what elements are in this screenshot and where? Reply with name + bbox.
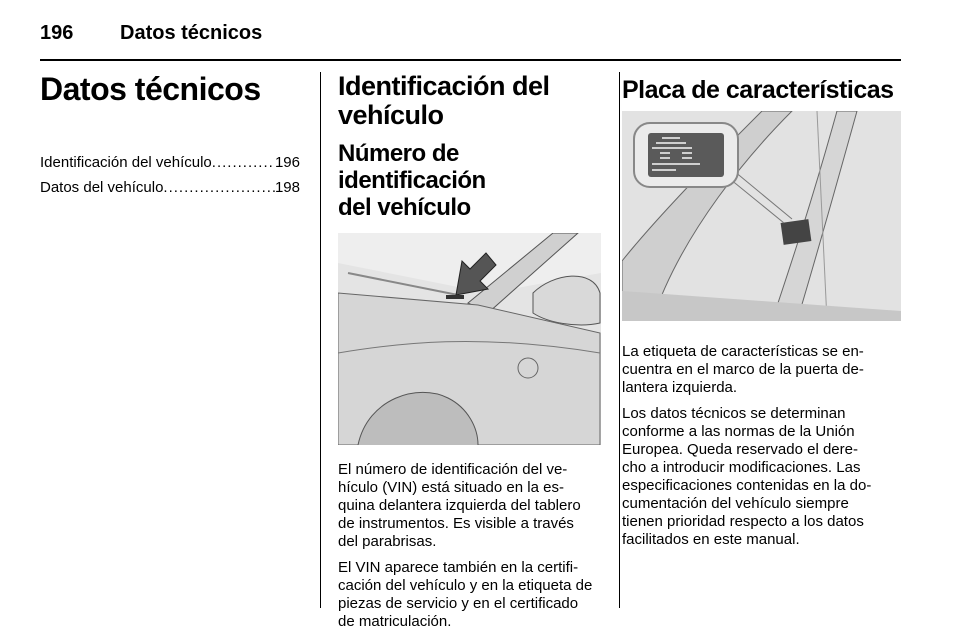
section-title-line: Identificación del	[338, 71, 550, 101]
table-of-contents	[40, 150, 300, 200]
toc-entry-label: Datos del vehículo	[40, 179, 164, 196]
toc-entry[interactable]	[40, 150, 300, 175]
middle-column	[338, 72, 603, 631]
page-number: 196	[40, 22, 74, 44]
plate-text	[622, 343, 902, 549]
paragraph: La etiqueta de características se en- cuentra en el marco de la puerta de- lantera izquierda.	[622, 343, 864, 396]
vin-text	[338, 461, 603, 631]
paragraph: El VIN aparece también en la certifi- cación del vehículo y en la etiqueta de piezas de servicio y en el certificado de matriculación.	[338, 559, 593, 630]
subsection-title	[338, 140, 603, 221]
chapter-title: Datos técnicos	[40, 71, 261, 107]
column-divider-left	[320, 72, 321, 608]
toc-entry-page: 196	[274, 154, 300, 171]
left-column	[40, 72, 300, 200]
page-header	[40, 16, 900, 50]
toc-leader	[212, 150, 275, 175]
identification-plate-illustration	[622, 111, 901, 321]
header-title: Datos técnicos	[120, 22, 263, 44]
right-column	[622, 72, 902, 549]
toc-entry-page: 198	[274, 179, 300, 196]
section-title	[338, 72, 603, 130]
header-rule	[40, 59, 901, 61]
toc-entry[interactable]	[40, 175, 300, 200]
paragraph: El número de identificación del ve- hículo (VIN) está situado en la es- quina delantera izquierda del tablero de instrumentos. Es visible a través del parabrisas.	[338, 461, 581, 550]
section-title-line: vehículo	[338, 100, 444, 130]
column-divider-right	[619, 72, 620, 608]
subsection-title-line: Número de identificación	[338, 140, 486, 194]
toc-entry-label: Identificación del vehículo	[40, 154, 212, 171]
paragraph: Los datos técnicos se determinan conforme a las normas de la Unión Europea. Queda reservado el dere- cho a introducir modificaciones. Las especificaciones contenidas en la do- cumentación del vehículo siempre tienen prioridad respecto a los datos facilitados en este manual.	[622, 405, 872, 548]
section-title: Placa de características	[622, 76, 894, 104]
subsection-title-line: del vehículo	[338, 194, 471, 221]
vin-location-illustration	[338, 233, 601, 445]
toc-leader	[163, 175, 275, 200]
